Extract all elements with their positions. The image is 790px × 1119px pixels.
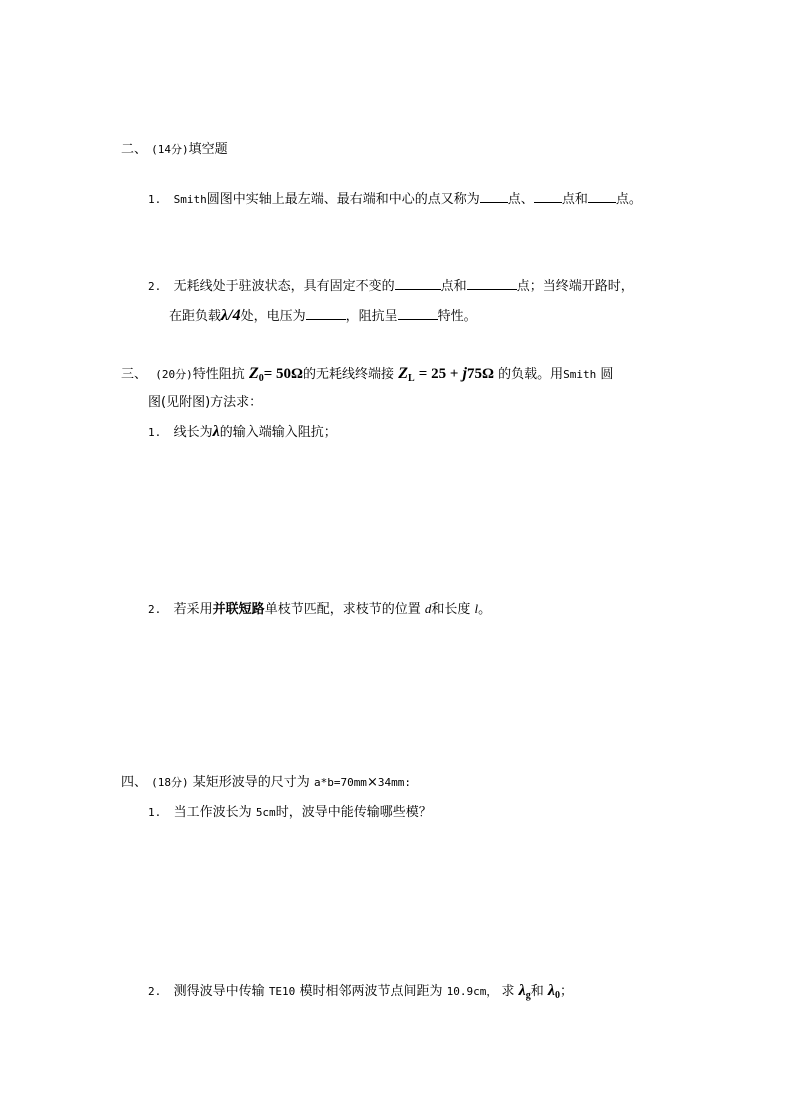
smith-word: Smith xyxy=(173,193,207,206)
section3-question2 xyxy=(148,600,491,619)
section2-number: 二、 xyxy=(121,142,148,157)
bold-text: 并联短路 xyxy=(212,602,265,617)
q-number: 1. xyxy=(148,806,162,819)
section2-question2-line2 xyxy=(169,306,477,326)
question-text: 线长为 xyxy=(173,425,213,440)
l-symbol: l xyxy=(474,601,479,616)
question-text: 圆图中实轴上最左端、最右端和中心的点又称为 xyxy=(206,192,480,207)
question-text: 特性。 xyxy=(437,309,477,324)
section3-number: 三、 xyxy=(121,367,148,382)
z0-symbol: Z xyxy=(248,365,259,382)
q-number: 2. xyxy=(148,603,162,616)
question-text: 无耗线处于驻波状态，具有固定不变的 xyxy=(173,279,395,294)
section4-number: 四、 xyxy=(121,775,148,790)
question-text: 模时相邻两波节点间距为 xyxy=(299,984,443,999)
d-symbol: d xyxy=(424,601,432,616)
section3-heading-line2 xyxy=(148,394,262,412)
question-text: 。 xyxy=(478,602,492,617)
waveguide-dims-a: a*b=70mm xyxy=(313,776,367,789)
answer-blank xyxy=(306,306,346,320)
lambda-0-symbol: λ xyxy=(547,982,556,999)
wavelength-value: 5cm xyxy=(255,806,276,819)
smith-word: Smith xyxy=(563,368,597,381)
question-text: ，阻抗呈 xyxy=(345,309,398,324)
question-text: 求 xyxy=(501,984,515,999)
times-sign: × xyxy=(366,775,378,790)
lambda-symbol: λ xyxy=(212,423,220,440)
question-text: 在距负载 xyxy=(169,309,222,324)
distance-value: 10.9cm， xyxy=(446,985,498,998)
question-text: 单枝节匹配，求枝节的位置 xyxy=(264,602,421,617)
section4-score: (18分) xyxy=(151,776,189,789)
section4-question2 xyxy=(148,982,573,1005)
section3-score: (20分) xyxy=(155,368,193,381)
question-text: 的无耗线终端接 xyxy=(303,367,395,382)
lambda-g-subscript: g xyxy=(525,990,531,1001)
section3-heading xyxy=(121,365,613,388)
section2-heading xyxy=(121,141,228,159)
question-text: 若采用 xyxy=(173,602,213,617)
waveguide-dims-b: 34mm: xyxy=(377,776,411,789)
question-text: 圆 xyxy=(600,367,614,382)
question-text: 测得波导中传输 xyxy=(173,984,265,999)
question-text: 当工作波长为 xyxy=(173,805,252,820)
question-text: ； xyxy=(560,984,574,999)
question-text: 点、 xyxy=(507,192,534,207)
question-text: 时，波导中能传输哪些模？ xyxy=(275,805,432,820)
section2-title: 填空题 xyxy=(188,142,228,157)
answer-blank xyxy=(534,189,562,203)
z0-subscript: 0 xyxy=(258,373,264,384)
zl-value-b: 75Ω xyxy=(466,366,494,382)
question-text: 和长度 xyxy=(431,602,471,617)
section3-question1 xyxy=(148,423,337,442)
section2-question1 xyxy=(148,189,642,209)
question-text: 点和 xyxy=(561,192,588,207)
question-text: 的负载。用 xyxy=(498,367,564,382)
section2-score: (14分) xyxy=(151,143,189,156)
q-number: 2. xyxy=(148,985,162,998)
section2-question2-line1 xyxy=(148,276,634,296)
z0-value: = 50Ω xyxy=(263,366,304,382)
answer-blank xyxy=(395,276,441,290)
zl-symbol: Z xyxy=(398,365,408,382)
lambda-0-subscript: 0 xyxy=(555,990,561,1001)
q-number: 1. xyxy=(148,426,162,439)
question-text: 特性阻抗 xyxy=(192,367,245,382)
zl-j: j xyxy=(462,365,467,382)
section4-heading xyxy=(121,774,411,792)
lambda-g-symbol: λ xyxy=(518,982,526,999)
answer-blank xyxy=(588,189,616,203)
question-text: 点。 xyxy=(615,192,642,207)
zl-value-a: = 25 + xyxy=(418,366,459,382)
section4-question1 xyxy=(148,804,432,822)
question-text: 点；当终端开路时， xyxy=(516,279,634,294)
question-text: 点和 xyxy=(440,279,467,294)
mode-label: TE10 xyxy=(268,985,296,998)
question-text: 某矩形波导的尺寸为 xyxy=(192,775,310,790)
q-number: 2. xyxy=(148,280,162,293)
question-text: 和 xyxy=(530,984,544,999)
answer-blank xyxy=(398,306,438,320)
answer-blank xyxy=(480,189,508,203)
answer-blank xyxy=(467,276,517,290)
question-text: 处，电压为 xyxy=(240,309,306,324)
lambda-over-4: λ/4 xyxy=(221,307,241,324)
question-text: 图(见附图)方法求： xyxy=(148,395,263,410)
q-number: 1. xyxy=(148,193,162,206)
question-text: 的输入端输入阻抗； xyxy=(219,425,337,440)
zl-subscript: L xyxy=(407,373,415,384)
